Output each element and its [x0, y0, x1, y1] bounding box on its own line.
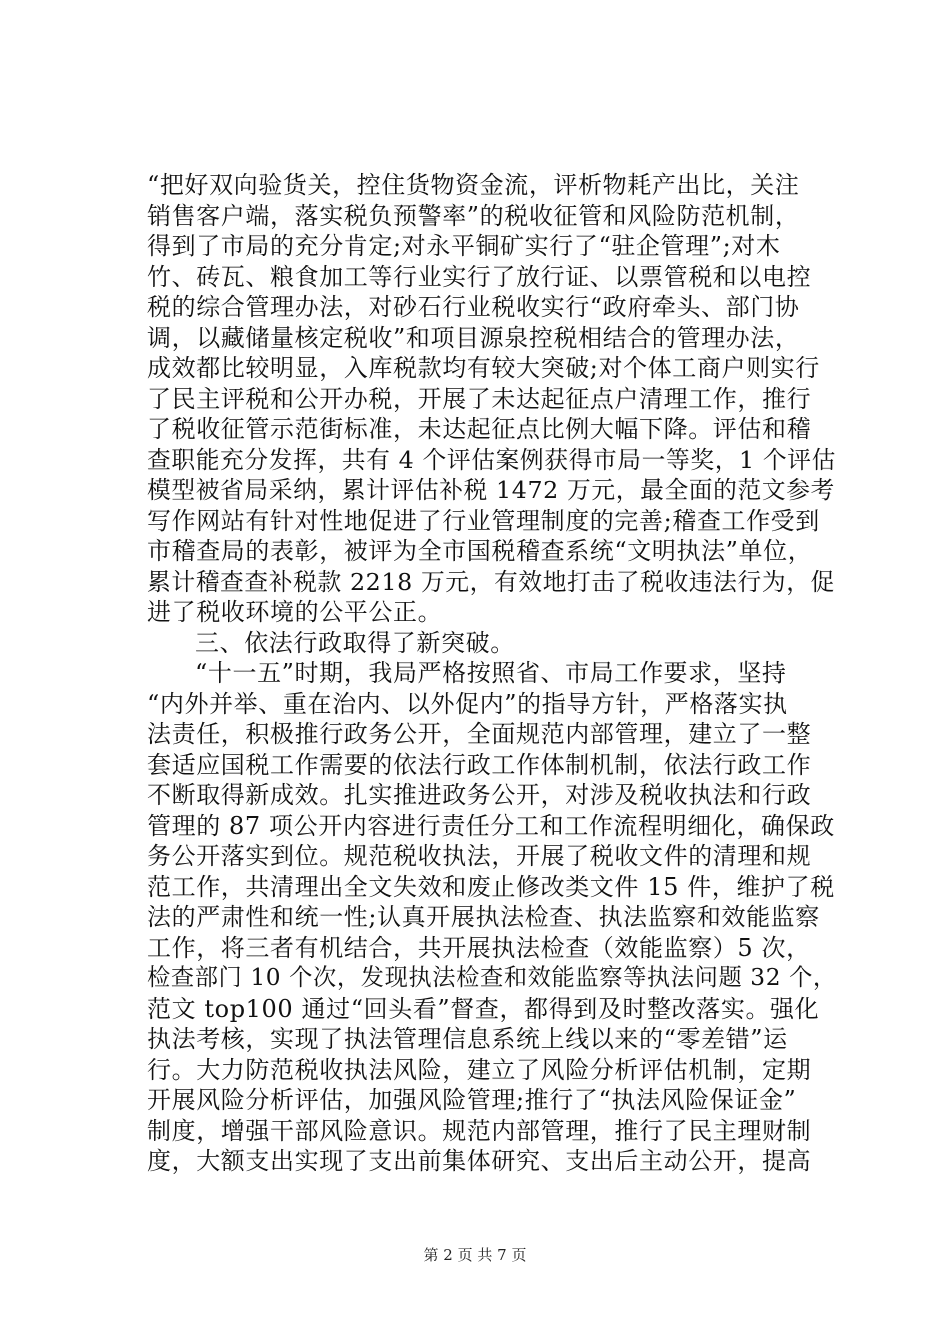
text-line: 制度，增强干部风险意识。规范内部管理，推行了民主理财制 [147, 1116, 812, 1145]
text-line: 市稽查局的表彰，被评为全市国税稽查系统“文明执法”单位， [147, 537, 813, 565]
text-line: 范文 top100 通过“回头看”督查，都得到及时整改落实。强化 [147, 994, 820, 1023]
text-line: 写作网站有针对性地促进了行业管理制度的完善;稽查工作受到 [147, 506, 820, 535]
text-line: 法责任，积极推行政务公开，全面规范内部管理，建立了一整 [147, 720, 812, 748]
text-line: 管理的 87 项公开内容进行责任分工和工作流程明细化，确保政 [147, 811, 835, 840]
text-line: 法的严肃性和统一性;认真开展执法检查、执法监察和效能监察 [147, 903, 820, 931]
body-text [147, 170, 837, 1177]
text-line: 了民主评税和公开办税，开展了未达起征点户清理工作，推行 [147, 384, 812, 413]
text-line: 行。大力防范税收执法风险，建立了风险分析评估机制，定期 [147, 1055, 812, 1084]
text-line: 工作，将三者有机结合，共开展执法检查（效能监察）5 次， [147, 933, 811, 962]
text-line: “内外并举、重在治内、以外促内”的指导方针，严格落实执 [147, 689, 788, 718]
text-line: 税的综合管理办法，对砂石行业税收实行“政府牵头、部门协 [147, 293, 800, 321]
text-line: 范工作，共清理出全文失效和废止修改类文件 15 件，维护了税 [147, 872, 835, 901]
text-line: 度，大额支出实现了支出前集体研究、支出后主动公开，提高 [147, 1147, 812, 1175]
text-line: 了税收征管示范街标准，未达起征点比例大幅下降。评估和稽 [147, 415, 812, 443]
text-line: 执法考核，实现了执法管理信息系统上线以来的“零差错”运 [147, 1025, 788, 1053]
text-line: 调，以藏储量核定税收”和项目源泉控税相结合的管理办法， [147, 323, 800, 352]
text-line: 销售客户端，落实税负预警率”的税收征管和风险防范机制， [147, 201, 800, 230]
text-line: 得到了市局的充分肯定;对永平铜矿实行了“驻企管理”;对木 [147, 232, 781, 260]
text-line: 累计稽查查补税款 2218 万元，有效地打击了税收违法行为，促 [147, 567, 835, 596]
text-line: 不断取得新成效。扎实推进政务公开，对涉及税收执法和行政 [147, 781, 812, 809]
text-line: 竹、砖瓦、粮食加工等行业实行了放行证、以票管税和以电控 [147, 262, 812, 291]
text-line: 套适应国税工作需要的依法行政工作体制机制，依法行政工作 [147, 750, 812, 779]
text-line: 检查部门 10 个次，发现执法检查和效能监察等执法问题 32 个， [147, 964, 837, 991]
text-line: “十一五”时期，我局严格按照省、市局工作要求，坚持 [195, 659, 787, 687]
text-line: 模型被省局采纳，累计评估补税 1472 万元，最全面的范文参考 [147, 476, 835, 504]
text-line: 务公开落实到位。规范税收执法，开展了税收文件的清理和规 [147, 842, 812, 870]
text-line: 进了税收环境的公平公正。 [147, 598, 443, 626]
text-line: 成效都比较明显，入库税款均有较大突破;对个体工商户则实行 [147, 354, 820, 382]
text-line: 查职能充分发挥，共有 4 个评估案例获得市局一等奖，1 个评估 [147, 445, 836, 474]
text-line: 开展风险分析评估，加强风险管理;推行了“执法风险保证金” [147, 1086, 797, 1114]
text-line: 三、依法行政取得了新突破。 [195, 628, 515, 657]
text-line: “把好双向验货关，控住货物资金流，评析物耗产出比，关注 [147, 171, 800, 199]
page-footer: 第 2 页 共 7 页 [423, 1246, 527, 1264]
